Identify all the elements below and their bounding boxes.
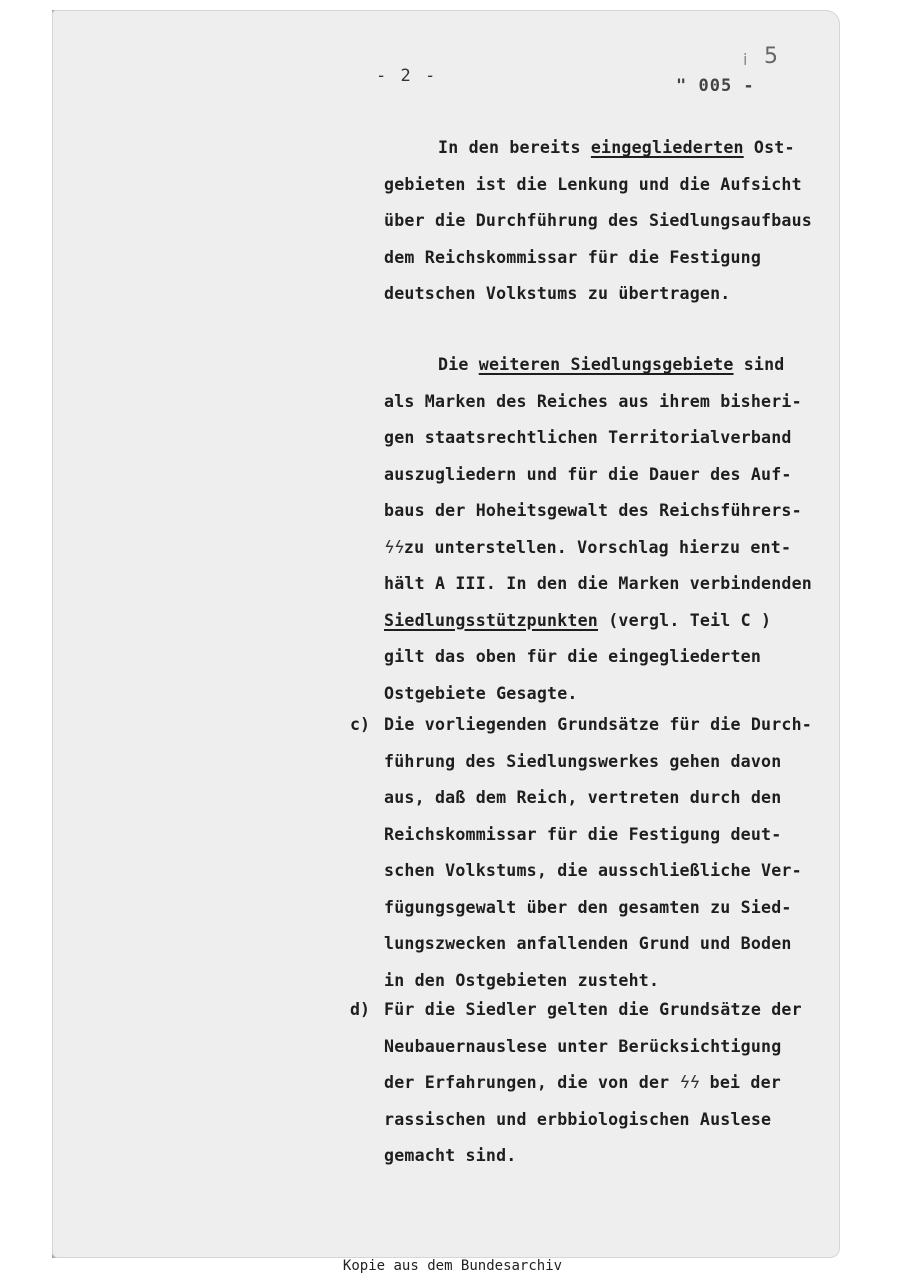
text-line [384, 788, 781, 807]
handwritten-ss-rune: ϟϟ [679, 1073, 700, 1092]
underlined-term: eingegliederten [590, 138, 744, 157]
text-run: lungszwecken anfallenden Grund und Boden [384, 934, 792, 953]
text-line [384, 175, 802, 194]
text-line [438, 355, 784, 374]
text-line [384, 284, 730, 303]
text-line [438, 138, 795, 157]
text-run: deutschen Volkstums zu übertragen. [384, 284, 731, 303]
text-run: der Erfahrungen, die von der [384, 1073, 680, 1092]
text-run: Reichskommissar für die Festigung deut- [384, 824, 782, 844]
text-run: Neubauernauslese unter Berücksichtigung [384, 1036, 782, 1056]
document-page [52, 10, 840, 1258]
page-number: - 2 - [376, 66, 438, 86]
text-line [384, 971, 659, 990]
folio-number: 5 [764, 44, 778, 69]
text-run: Die vorliegenden Grundsätze für die Durch- [384, 715, 812, 734]
text-run: bei der [699, 1073, 781, 1092]
text-line [384, 501, 802, 520]
text-run: Für die Siedler gelten die Grundsätze der [384, 1000, 802, 1019]
text-run: sind [733, 355, 785, 374]
text-run: aus, daß dem Reich, vertreten durch den [384, 788, 782, 807]
text-line [384, 248, 761, 267]
text-line [384, 1037, 781, 1056]
text-line [384, 825, 781, 844]
text-line [384, 1110, 771, 1129]
text-run: schen Volkstums, die ausschließliche Ver- [384, 861, 802, 880]
text-line [384, 1073, 781, 1092]
text-run: rassischen und erbbiologischen Auslese [384, 1109, 772, 1129]
archive-footer: Kopie aus dem Bundesarchiv [342, 1258, 563, 1274]
handwritten-ss-rune: ϟϟ [384, 537, 404, 557]
text-line [384, 647, 761, 666]
text-run: In den bereits [438, 138, 591, 157]
text-line [384, 934, 792, 953]
text-run: als Marken des Reiches aus ihrem bisheri- [384, 391, 802, 411]
text-run: über die Durchführung des Siedlungsaufbaus [384, 211, 812, 230]
list-label: d) [350, 1000, 370, 1019]
text-run: Ostgebiete Gesagte. [384, 683, 578, 703]
underlined-term: weiteren Siedlungsgebiete [478, 355, 734, 374]
text-run: gilt das oben für die eingegliederten [384, 647, 762, 666]
text-run: gemacht sind. [384, 1146, 517, 1165]
text-run: hält A III. In den die Marken verbindenden [384, 574, 812, 593]
text-line [384, 684, 578, 703]
archive-stamp: " 005 - [676, 76, 755, 96]
text-run: fügungsgewalt über den gesamten zu Sied- [384, 897, 792, 917]
folio-mark: i [743, 50, 748, 69]
text-line [384, 392, 802, 411]
text-run: baus der Hoheitsgewalt des Reichsführers- [384, 501, 802, 520]
underlined-term: Siedlungsstützpunkten [384, 610, 598, 630]
text-line [384, 465, 792, 484]
text-line [384, 861, 802, 880]
text-line [384, 1000, 802, 1019]
text-run: führung des Siedlungswerkes gehen davon [384, 751, 782, 771]
text-run: (vergl. Teil C ) [598, 610, 772, 630]
text-run: in den Ostgebieten zusteht. [384, 970, 660, 990]
text-run: Die [438, 355, 479, 374]
list-label: c) [350, 715, 370, 734]
text-run: auszugliedern und für die Dauer des Auf- [384, 464, 792, 484]
text-line [384, 428, 792, 447]
text-run: dem Reichskommissar für die Festigung [384, 247, 762, 267]
text-run: zu unterstellen. Vorschlag hierzu ent- [403, 537, 792, 557]
text-line [384, 752, 781, 771]
text-run: Ost- [743, 138, 795, 157]
text-line [384, 538, 791, 557]
text-line [384, 211, 812, 230]
text-line [384, 574, 812, 593]
text-run: gebieten ist die Lenkung und die Aufsicht [384, 174, 802, 194]
text-line [384, 1146, 516, 1165]
text-run: gen staatsrechtlichen Territorialverband [384, 428, 792, 447]
text-line [384, 898, 792, 917]
text-line [384, 715, 812, 734]
text-line [384, 611, 771, 630]
